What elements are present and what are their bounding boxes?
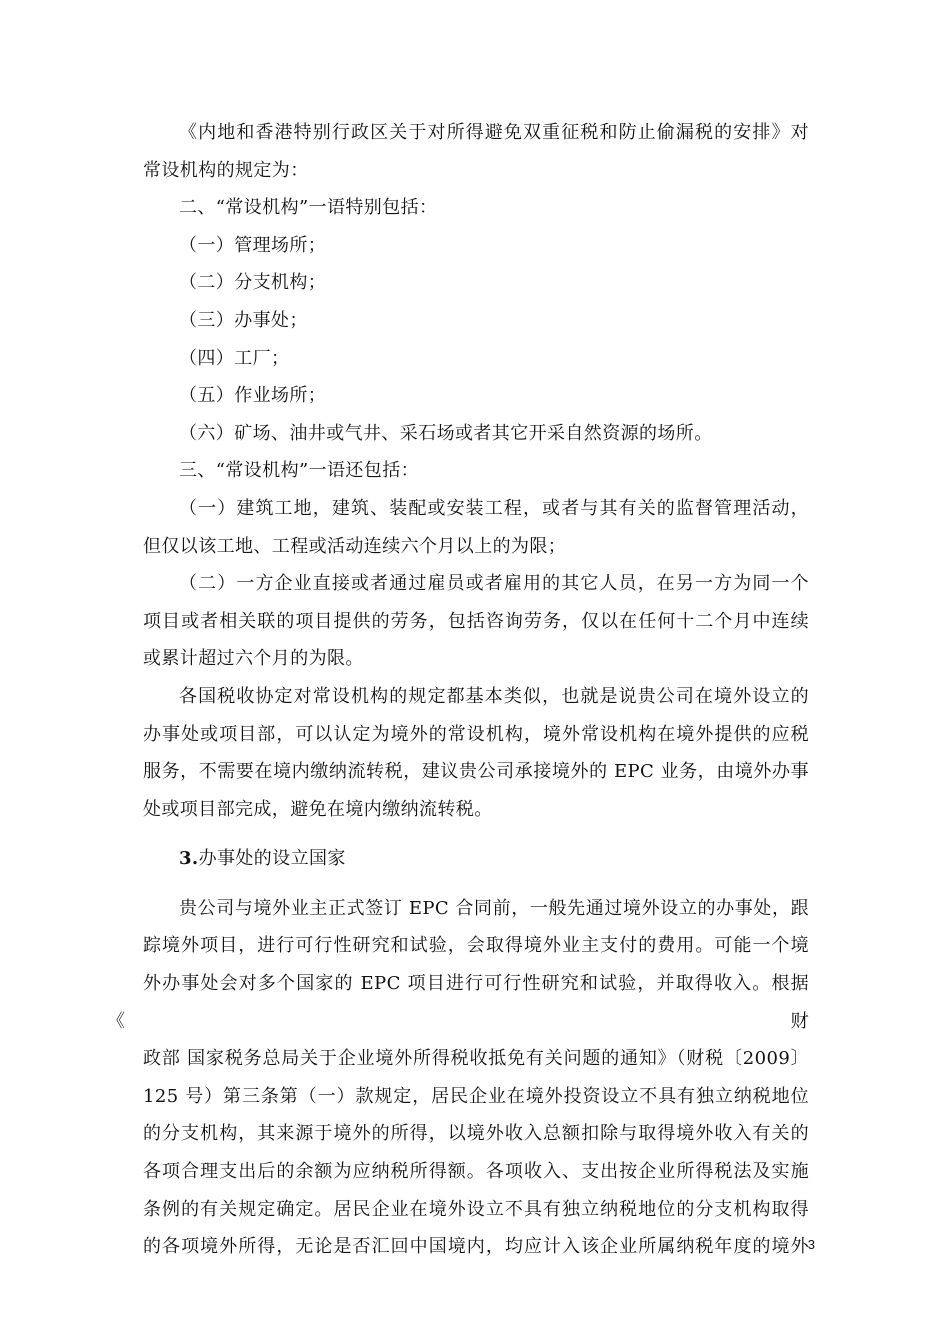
text-line: 服务，不需要在境内缴纳流转税，建议贵公司承接境外的 EPC 业务，由境外办事 xyxy=(143,761,809,783)
list-item xyxy=(143,565,809,678)
text-line: 125 号）第三条第（一）款规定，居民企业在境外投资设立不具有独立纳税地位 xyxy=(143,1085,809,1107)
text-line: 但仅以该工地、工程或活动连续六个月以上的为限； xyxy=(143,535,567,557)
text-line: 踪境外项目，进行可行性研究和试验，会取得境外业主支付的费用。可能一个境 xyxy=(143,935,809,957)
list-item xyxy=(143,415,809,453)
list-item xyxy=(143,302,809,340)
heading-number: 3. xyxy=(179,848,199,870)
text-line: 的分支机构，其来源于境外的所得，以境外收入总额扣除与取得境外收入有关的 xyxy=(143,1123,809,1145)
text-line: 或累计超过六个月的为限。 xyxy=(143,648,364,670)
text-line: （二）分支机构； xyxy=(179,272,327,294)
text-line: 贵公司与境外业主正式签订 EPC 合同前，一般先通过境外设立的办事处，跟 xyxy=(179,897,809,919)
text-line: 处或项目部完成，避免在境内缴纳流转税。 xyxy=(143,798,493,820)
text-line: 各项合理支出后的余额为应纳税所得额。各项收入、支出按企业所得税法及实施 xyxy=(143,1161,809,1183)
paragraph-intro xyxy=(143,114,809,189)
text-line: 政部 国家税务总局关于企业境外所得税收抵免有关问题的通知》（财税〔2009〕 xyxy=(143,1048,809,1070)
text-line: 外办事处会对多个国家的 EPC 项目进行可行性研究和试验，并取得收入。根据《财 xyxy=(107,973,809,1032)
text-line: 条例的有关规定确定。居民企业在境外设立不具有独立纳税地位的分支机构取得 xyxy=(143,1198,809,1220)
heading-text: 办事处的设立国家 xyxy=(198,848,346,870)
text-line: （四）工厂； xyxy=(179,347,290,369)
text-line: 常设机构的规定为： xyxy=(143,159,309,181)
text-line: （一）管理场所； xyxy=(179,234,327,256)
text-line: 的各项境外所得，无论是否汇回中国境内，均应计入该企业所属纳税年度的境外 xyxy=(143,1236,809,1258)
text-line: （三）办事处； xyxy=(179,309,308,331)
text-line: （一）建筑工地，建筑、装配或安装工程，或者与其有关的监督管理活动， xyxy=(179,497,809,519)
page-number: 3 xyxy=(807,1237,815,1252)
paragraph-office-country xyxy=(107,890,809,1266)
text-line: 各国税收协定对常设机构的规定都基本类似，也就是说贵公司在境外设立的 xyxy=(179,685,809,707)
text-line: （二）一方企业直接或者通过雇员或者雇用的其它人员，在另一方为同一个 xyxy=(179,573,809,595)
paragraph-section-two xyxy=(143,189,809,227)
document-body xyxy=(107,114,809,1266)
list-item xyxy=(143,264,809,302)
text-line: （五）作业场所； xyxy=(179,385,327,407)
paragraph-section-three xyxy=(143,452,809,490)
section-heading xyxy=(143,840,809,878)
paragraph-conclusion xyxy=(143,678,809,828)
heading-line xyxy=(143,840,809,878)
text-line: 项目或者相关联的项目提供的劳务，包括咨询劳务，仅以在任何十二个月中连续 xyxy=(143,610,809,632)
text-line: 《内地和香港特别行政区关于对所得避免双重征税和防止偷漏税的安排》对 xyxy=(179,122,809,143)
text-line: （六）矿场、油井或气井、采石场或者其它开采自然资源的场所。 xyxy=(179,422,713,444)
list-item xyxy=(143,490,809,565)
text-line: 三、“常设机构”一语还包括： xyxy=(179,460,420,482)
list-item xyxy=(143,377,809,415)
list-item xyxy=(143,227,809,265)
text-line: 办事处或项目部，可以认定为境外的常设机构，境外常设机构在境外提供的应税 xyxy=(143,723,809,745)
text-line: 二、“常设机构”一语特别包括： xyxy=(179,197,438,219)
list-item xyxy=(143,340,809,378)
